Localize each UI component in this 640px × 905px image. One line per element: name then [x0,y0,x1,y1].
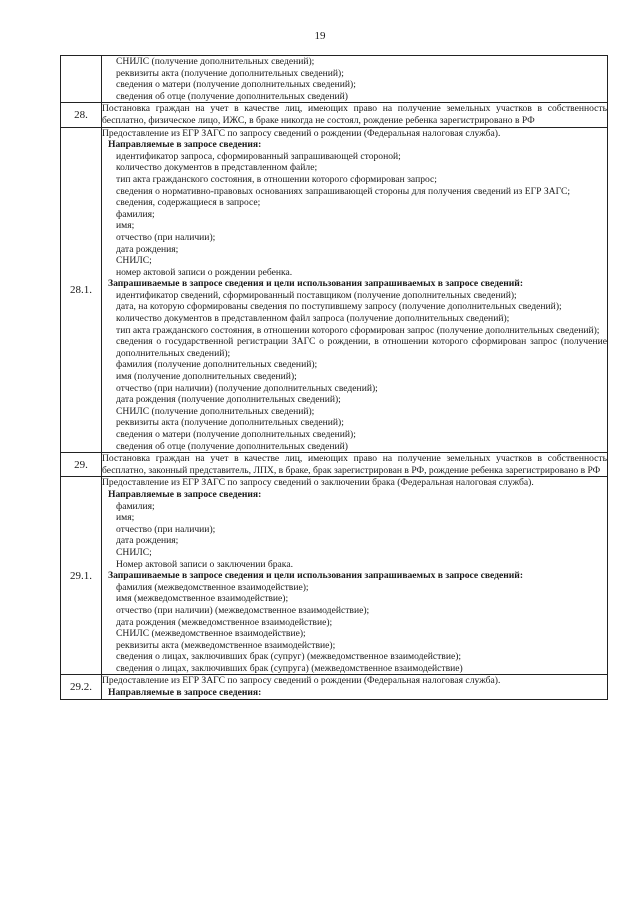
list-item: отчество (при наличии); [116,231,216,243]
list-item: фамилия; [116,500,155,512]
list-item: СНИЛС (получение дополнительных сведений); [116,56,315,67]
list-item: идентификатор запроса, сформированный запрашивающей стороной; [116,150,401,162]
table-row [61,453,608,477]
row-number-cell [61,56,102,103]
list-item: дата рождения; [116,535,179,547]
list-item: фамилия (получение дополнительных сведений); [116,359,318,371]
requested-data-heading: Запрашиваемые в запросе сведения и цели использования запрашиваемых в запросе сведений: [108,278,524,290]
list-item: сведения о матери (получение дополнительных сведений); [116,79,356,91]
list-item: тип акта гражданского состояния, в отношении которого сформирован запрос (получение дополнительных сведений); [116,324,600,336]
row-number: 29.2. [61,675,102,699]
table-row [61,103,608,127]
service-intro: Предоставление из ЕГР ЗАГС по запросу сведений о заключении брака (Федеральная налоговая служба). [102,477,534,489]
list-item: отчество (при наличии) (получение дополнительных сведений); [116,382,378,394]
list-item: реквизиты акта (межведомственное взаимодействие); [116,639,336,651]
row-content-cell [102,675,608,699]
row-content-cell [102,127,608,453]
table-row [61,127,608,453]
list-item: имя (межведомственное взаимодействие); [116,593,289,605]
service-title: Постановка граждан на учет в качестве лиц, имеющих право на получение земельных участков в собственность бесплатно, законный представитель, ЛПХ, в браке, брак зарегистрирован в РФ, рождение ребенка зарегистрировано в РФ [102,453,607,476]
list-item: СНИЛС (межведомственное взаимодействие); [116,628,306,640]
list-item: сведения об отце (получение дополнительных сведений) [116,90,348,102]
list-item: сведения о нормативно-правовых основаниях запрашивающей стороны для получения сведений из ЕГР ЗАГС; [116,185,571,197]
table-row [61,477,608,675]
row-number: 29. [61,453,102,477]
list-item: фамилия; [116,208,155,220]
list-item: сведения об отце (получение дополнительных сведений) [116,440,348,452]
list-item: сведения о лицах, заключивших брак (супруга) (межведомственное взаимодействие) [116,662,463,674]
list-item: реквизиты акта (получение дополнительных сведений); [116,417,344,429]
list-item: отчество (при наличии); [116,523,216,535]
table-row [61,675,608,699]
list-item: реквизиты акта (получение дополнительных сведений); [116,67,344,79]
row-content-cell [102,477,608,675]
sent-data-heading: Направляемые в запросе сведения: [108,488,262,500]
sent-data-heading: Направляемые в запросе сведения: [108,687,262,699]
list-item: количество документов в представленном файле; [116,162,318,174]
row-number: 28. [61,103,102,127]
page-number: 19 [314,30,326,42]
list-item: идентификатор сведений, сформированный поставщиком (получение дополнительных сведений); [116,289,517,301]
list-item: дата рождения (получение дополнительных сведений); [116,394,341,406]
list-item: сведения, содержащиеся в запросе; [116,197,261,209]
list-item: сведения о лицах, заключивших брак (супруг) (межведомственное взаимодействие); [116,651,462,663]
list-item: тип акта гражданского состояния, в отношении которого сформирован запрос; [116,173,437,185]
list-item: дата, на которую сформированы сведения по поступившему запросу (получение дополнительных сведений); [116,301,562,313]
list-item: фамилия (межведомственное взаимодействие); [116,581,309,593]
list-item: номер актовой записи о рождении ребенка. [116,266,293,278]
service-intro: Предоставление из ЕГР ЗАГС по запросу сведений о рождении (Федеральная налоговая служба). [102,127,501,139]
list-item: СНИЛС; [116,546,152,558]
row-content-cell [102,453,608,477]
row-content-cell [102,56,608,103]
requested-data-heading: Запрашиваемые в запросе сведения и цели использования запрашиваемых в запросе сведений: [108,570,524,582]
table-row [61,56,608,103]
list-item: Номер актовой записи о заключении брака. [116,558,293,570]
list-item: СНИЛС (получение дополнительных сведений); [116,405,315,417]
service-intro: Предоставление из ЕГР ЗАГС по запросу сведений о рождении (Федеральная налоговая служба). [102,675,501,687]
list-item: дата рождения (межведомственное взаимодействие); [116,616,333,628]
service-title: Постановка граждан на учет в качестве лиц, имеющих право на получение земельных участков в собственность бесплатно, физическое лицо, ИЖС, в браке никогда не состоял, рождение ребенка зарегистрировано в РФ [102,103,607,126]
sent-data-heading: Направляемые в запросе сведения: [108,139,262,151]
list-item: имя (получение дополнительных сведений); [116,371,297,383]
services-table [60,55,608,700]
row-content-cell [102,103,608,127]
list-item: сведения о матери (получение дополнительных сведений); [116,429,356,440]
list-item: количество документов в представленном файл запроса (получение дополнительных сведений); [116,313,510,325]
list-item: СНИЛС; [116,255,152,267]
list-item: имя; [116,512,135,524]
row-number: 28.1. [61,127,102,453]
row-number: 29.1. [61,477,102,675]
list-item: имя; [116,220,135,232]
list-item: сведения о государственной регистрации ЗАГС о рождении, в отношении которого сформирован запрос (получение дополнительных сведений); [116,336,607,359]
list-item: отчество (при наличии) (межведомственное взаимодействие); [116,604,370,616]
list-item: дата рождения; [116,243,179,255]
